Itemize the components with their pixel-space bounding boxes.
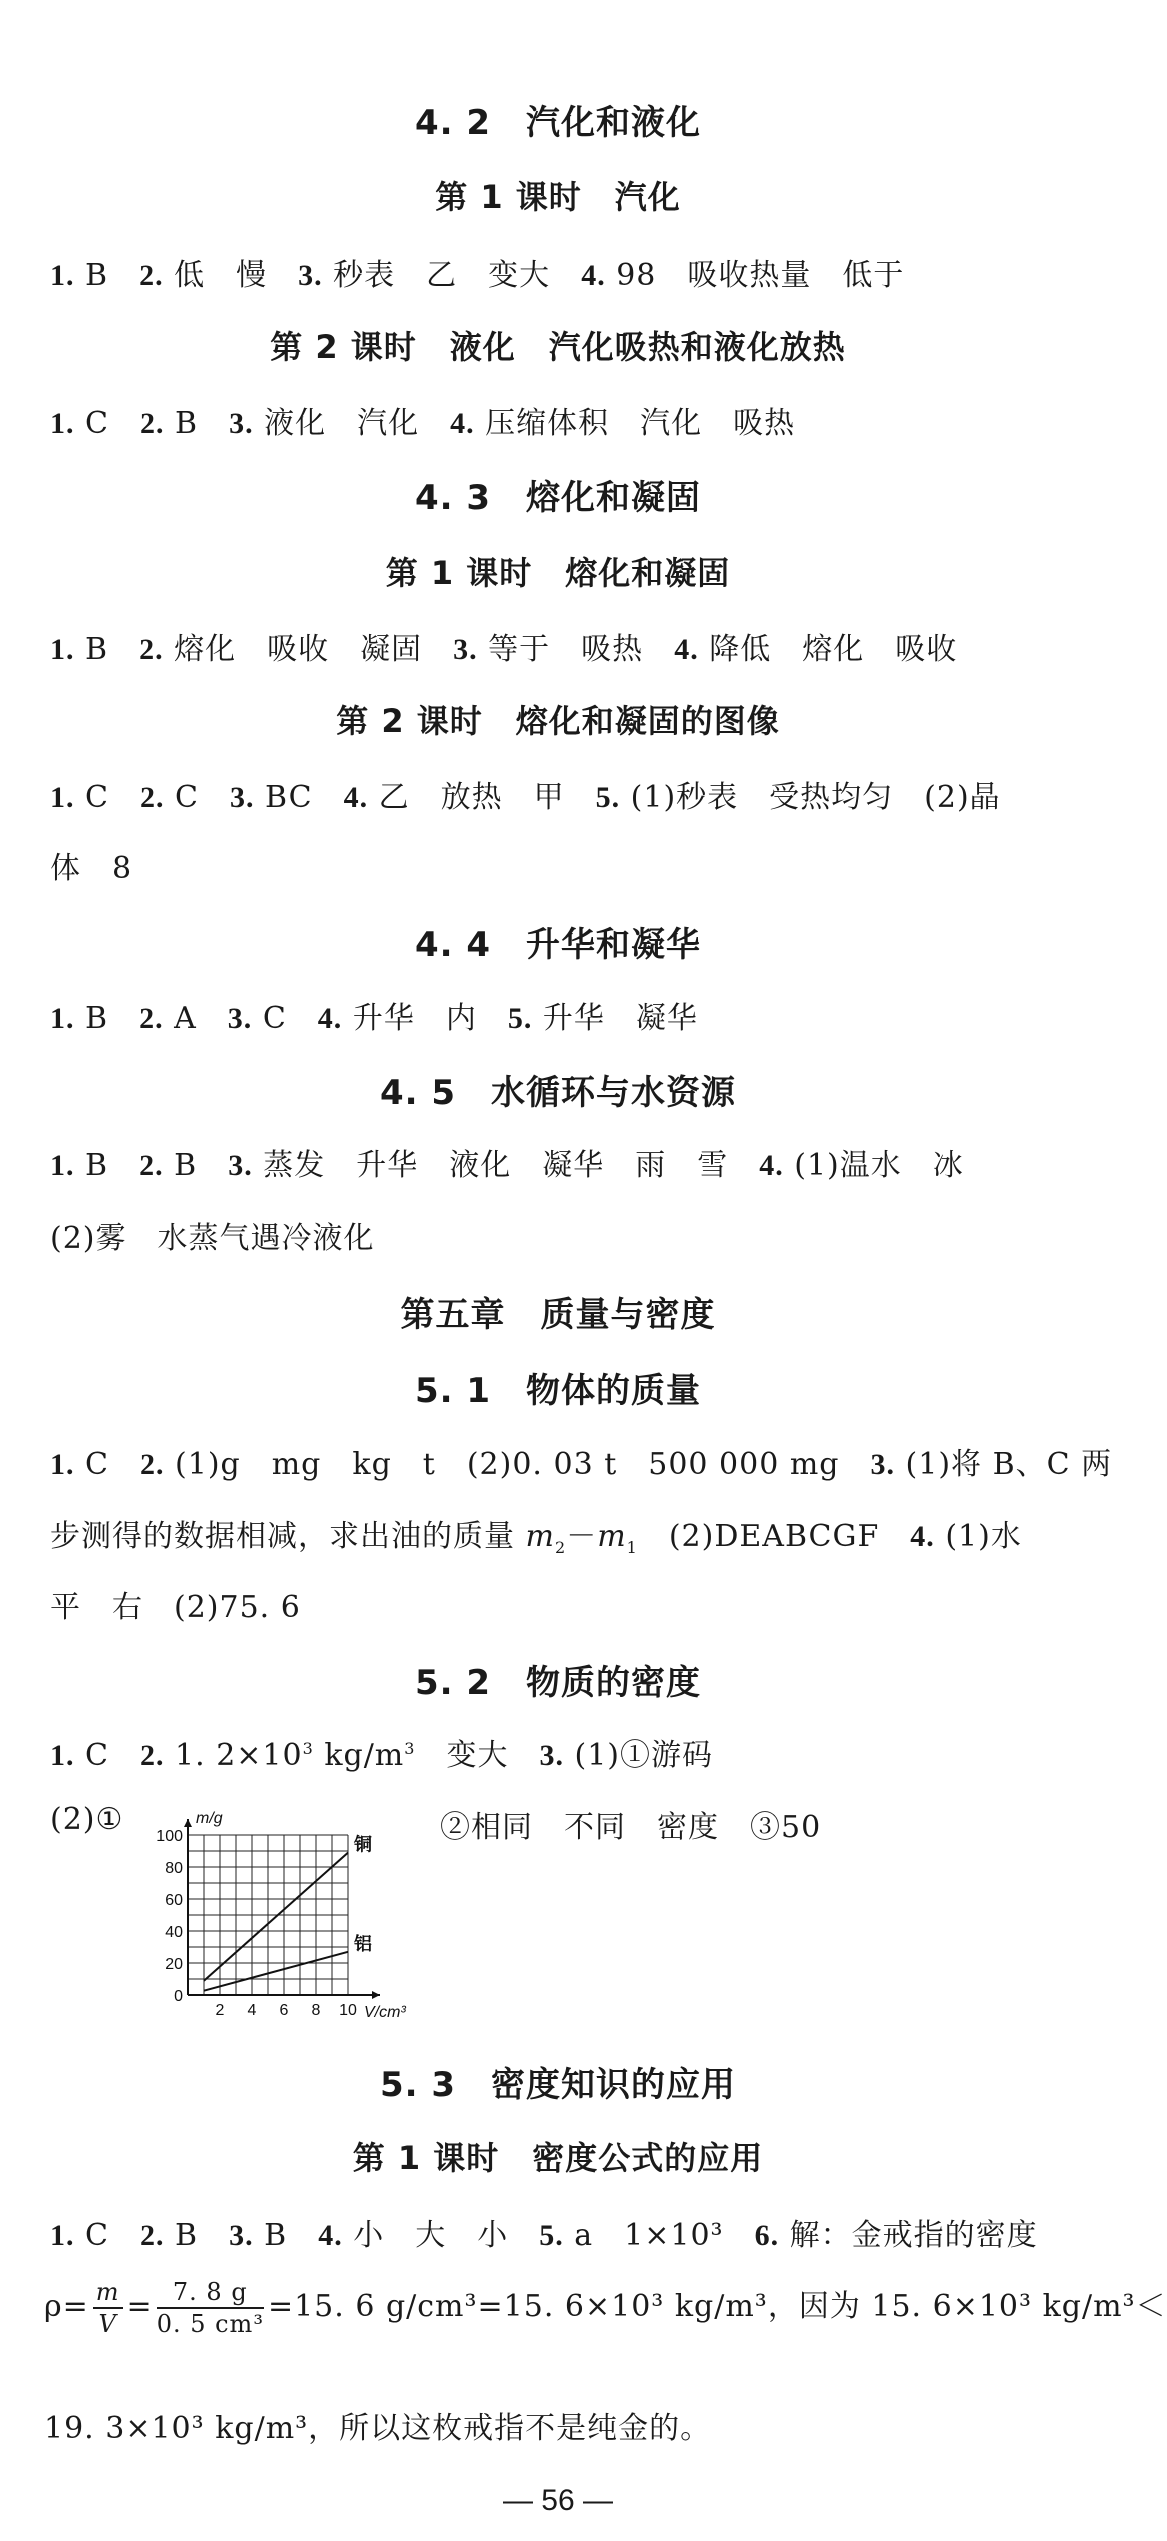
answer-text: C [74,1738,140,1773]
question-number: 4. [343,781,369,814]
fraction-denominator: V [98,2310,117,2338]
lesson-heading: 第 1 课时 汽化 [435,178,681,216]
answer-text: 变大 [415,1738,540,1773]
question-number: 2. [140,1739,165,1772]
answer-text: B [74,1001,140,1036]
answer-text: =15. 6 g/cm³=15. 6×10³ kg/m³，因为 15. 6×10³ kg/m³＜ [267,2289,1167,2324]
answer-line [50,993,698,1037]
y-tick-label: 0 [174,1988,183,2005]
answer-text: C [74,780,140,815]
answer-line: 19. 3×10³ kg/m³，所以这枚戒指不是纯金的。 [44,2411,712,2446]
fraction-numerator: 7. 8 g [157,2277,264,2309]
question-number: 3. [870,1448,895,1481]
answer-line [50,2210,1038,2254]
answer-text: 乙 放热 甲 [368,780,596,815]
page-number: — 56 — [502,2484,614,2517]
answer-text: 压缩体积 汽化 吸热 [474,406,796,441]
answer-text: 小 大 小 [342,2218,540,2253]
question-number: 3. [230,781,255,814]
section-heading: 4. 2 汽化和液化 [414,103,702,143]
answer-text: (1)将 B、C 两 [895,1447,1113,1482]
question-number: 1. [50,781,75,814]
answer-text: C [164,780,230,815]
answer-line [50,1439,1112,1483]
answer-text: (1)①游码 [563,1738,713,1773]
answer-text: 解：金戒指的密度 [779,2218,1038,2253]
answer-text: (1)秒表 受热均匀 (2)晶 [620,780,1001,815]
answer-text: A [163,1001,228,1036]
answer-text: B [253,2218,319,2253]
question-number: 2. [139,1149,164,1182]
question-number: 4. [317,1002,343,1035]
question-number: 4. [581,259,606,292]
answer-text: (2)DEABCGF [637,1519,911,1554]
answer-line: 体 8 [50,851,133,886]
question-number: 2. [139,259,164,292]
answer-text: 98 吸收热量 低于 [605,258,905,293]
x-axis-arrow [372,1991,380,1999]
answer-text: a 1×10³ [563,2218,755,2253]
y-tick-label: 60 [165,1892,183,1909]
math-subscript: 2 [555,1538,567,1557]
answer-text: 升华 内 [342,1001,508,1036]
answer-text: 1. 2×10 [164,1738,303,1773]
answer-line: ρ= $\frac{m}{V}$ = $\frac{7. 8 g}{\text{0. 5 cm³}}$ =15. 6 g/cm³=15. 6×10³ kg/m³，因为 15. 6×10³ kg/m³＜ [44,2278,1167,2338]
answer-text: 秒表 乙 变大 [322,258,582,293]
lesson-heading: 第 1 课时 密度公式的应用 [352,2139,764,2177]
question-number: 1. [50,1448,75,1481]
y-axis-arrow [184,1819,192,1827]
section-heading: 4. 4 升华和凝华 [414,925,702,965]
question-number: 5. [595,781,621,814]
y-tick-label: 40 [165,1924,183,1941]
lesson-heading: 第 2 课时 液化 汽化吸热和液化放热 [270,328,846,366]
question-number: 2. [140,407,165,440]
question-number: 3. [539,1739,564,1772]
section-heading: 4. 5 水循环与水资源 [379,1073,737,1113]
answer-text: 熔化 吸收 凝固 [163,632,454,667]
y-axis-label: m/g [196,1810,223,1827]
math-op: － [566,1519,598,1554]
question-number: 3. [228,1149,253,1182]
question-number: 2. [140,781,165,814]
question-number: 4. [318,2219,343,2252]
chapter-heading: 第五章 质量与密度 [400,1295,716,1335]
fraction [93,2277,123,2339]
fraction-denominator: 0. 5 cm³ [156,2310,264,2338]
question-number: 4. [910,1520,935,1553]
question-number: 4. [674,633,699,666]
section-heading: 5. 2 物质的密度 [414,1663,702,1703]
question-number: 1. [50,407,75,440]
section-heading: 5. 1 物体的质量 [414,1371,702,1411]
y-tick-label: 80 [165,1860,183,1877]
answer-text: 液化 汽化 [253,406,451,441]
question-number: 2. [140,2219,165,2252]
section-heading: 5. 3 密度知识的应用 [379,2065,737,2105]
answer-line [50,772,1001,816]
series-line [204,1952,348,1991]
question-number: 1. [50,2219,75,2252]
math-var: m [597,1519,627,1554]
answer-text: 低 慢 [163,258,299,293]
section-heading: 4. 3 熔化和凝固 [414,478,702,518]
question-number: 3. [229,407,254,440]
answer-line: 平 右 (2)75. 6 [50,1590,301,1625]
answer-line: (2)① [50,1802,124,1837]
question-number: 2. [140,1448,165,1481]
question-number: 3. [453,633,478,666]
rho-symbol: ρ= [44,2289,89,2324]
answer-text: B [74,632,140,667]
answer-text: B [74,1148,140,1183]
question-number: 5. [539,2219,564,2252]
question-number: 2. [139,633,164,666]
mass-volume-chart [156,1790,420,2030]
answer-text: 升华 凝华 [532,1001,698,1036]
answer-text: 降低 熔化 吸收 [698,632,958,667]
answer-text: 等于 吸热 [477,632,675,667]
answer-text: C [74,1447,140,1482]
question-number: 1. [50,1149,75,1182]
question-number: 5. [507,1002,533,1035]
answer-text: C [74,406,140,441]
question-number: 1. [50,633,75,666]
lesson-heading: 第 2 课时 熔化和凝固的图像 [336,702,780,740]
x-axis-label: V/cm³ [364,2004,406,2021]
question-number: 3. [298,259,323,292]
question-number: 2. [139,1002,164,1035]
x-tick-label: 2 [215,2002,225,2019]
superscript: 3 [302,1739,314,1758]
y-tick-label: 20 [165,1956,183,1973]
question-number: 3. [227,1002,253,1035]
answer-text: BC [254,780,344,815]
answer-text: B [164,406,230,441]
question-number: 1. [50,259,75,292]
answer-text: C [252,1001,318,1036]
question-number: 1. [50,1002,75,1035]
fraction [157,2277,264,2339]
answer-text: 步测得的数据相减，求出油的质量 [50,1519,526,1554]
math-subscript: 1 [626,1538,638,1557]
x-tick-label: 8 [311,2002,321,2019]
x-tick-label: 10 [339,2002,357,2019]
superscript: 3 [404,1739,416,1758]
answer-text: kg/m [313,1738,405,1773]
answer-line [50,1140,964,1184]
answer-line [50,398,795,442]
answer-text: 蒸发 升华 液化 凝华 雨 雪 [252,1148,760,1183]
answer-line: ②相同 不同 密度 ③50 [440,1810,822,1845]
question-number: 4. [450,407,475,440]
math-var: m [525,1519,555,1554]
question-number: 4. [759,1149,784,1182]
answer-text: B [164,2218,230,2253]
answer-text: B [163,1148,229,1183]
fraction-numerator: m [93,2277,123,2309]
series-line [204,1853,348,1981]
answer-line [50,250,904,294]
answer-text: B [74,258,140,293]
answer-text: (1)水 [934,1519,1022,1554]
answer-text: (1)温水 冰 [783,1148,964,1183]
answer-line [50,1511,1022,1557]
question-number: 3. [229,2219,254,2252]
lesson-heading: 第 1 课时 熔化和凝固 [385,554,731,592]
series-label: 铝 [354,1933,372,1955]
x-tick-label: 4 [247,2002,257,2019]
question-number: 1. [50,1739,75,1772]
answer-text: (1)g mg kg t (2)0. 03 t 500 000 mg [164,1447,871,1482]
x-tick-label: 6 [279,2002,289,2019]
answer-line [50,624,957,668]
answer-text: C [74,2218,140,2253]
y-tick-label: 100 [156,1828,183,1845]
series-label: 铜 [354,1834,372,1856]
question-number: 6. [754,2219,780,2252]
answer-line [50,1730,713,1774]
answer-line: (2)雾 水蒸气遇冷液化 [50,1221,375,1256]
